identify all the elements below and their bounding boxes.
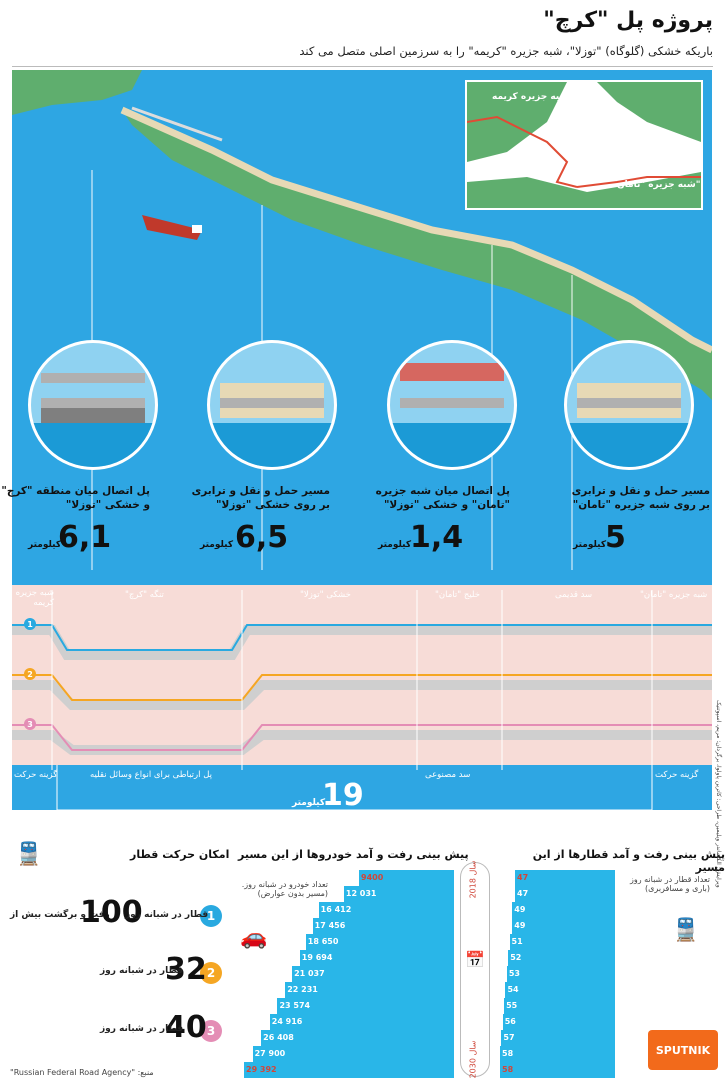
trains-title: امکان حرکت قطار (130, 848, 230, 861)
source-note: منبع: "Russian Federal Road Agency" (10, 1068, 154, 1077)
sputnik-logo: SPUTNIK (648, 1030, 718, 1070)
forecast-bar (505, 982, 615, 998)
year-start: سال 2018 (468, 860, 478, 899)
forecast-bar (512, 902, 615, 918)
forecast-bar (515, 886, 615, 902)
forecast-value: 55 (506, 1001, 518, 1010)
train-icon: 🚆 (15, 842, 43, 867)
forecast-bar (313, 918, 454, 934)
cars-forecast-chart (234, 870, 454, 1080)
train-option-1-prefix: رفت و برگشت بیش از (10, 910, 110, 920)
forecast-bar (270, 1014, 454, 1030)
forecast-value: 56 (504, 1017, 516, 1026)
forecast-bar (244, 1062, 454, 1078)
inset-label-crimea: شبه جزیره کریمه (492, 92, 569, 102)
forecast-value: 24 916 (271, 1017, 303, 1026)
section-unit-4: کیلومتر (28, 540, 62, 550)
section-value-1: 5 (605, 520, 626, 555)
forecast-bar (500, 1062, 615, 1078)
header-divider (12, 66, 713, 67)
year-end: سال 2030 (468, 1040, 478, 1079)
calendar-icon: 📅 (465, 950, 485, 969)
forecast-bar (508, 950, 615, 966)
train-option-2-value: 32 (165, 952, 207, 987)
bridge-circle-4 (564, 340, 694, 470)
trains-forecast-note: تعداد قطار در شبانه روز (باری و مسافربری) (629, 875, 710, 893)
car-icon: 🚗 (240, 925, 268, 950)
total-unit: کیلومتر (292, 798, 326, 808)
trains-forecast-chart (500, 870, 615, 1080)
bridge-circle-2 (207, 340, 337, 470)
forecast-value: 26 408 (263, 1033, 294, 1042)
forecast-value: 53 (508, 969, 520, 978)
train-option-1-value: 100 (80, 895, 143, 930)
forecast-bar (500, 1046, 615, 1062)
route-label-crimea: شبه جزیره کریمه (15, 588, 54, 608)
route-label-artificial-dam: سد مصنوعی (425, 770, 471, 780)
section-value-2: 1,4 (410, 520, 464, 555)
forecast-value: 29 392 (246, 1065, 277, 1074)
forecast-bar (319, 902, 454, 918)
route-marker-1: 1 (24, 618, 36, 630)
page-title: پروژه پل "کرچ" (543, 8, 713, 33)
forecast-value: 12 031 (345, 889, 377, 898)
forecast-bar (501, 1030, 615, 1046)
forecast-bar (507, 966, 615, 982)
forecast-value: 27 900 (254, 1049, 286, 1058)
train-option-1-suffix: قطار در شبانه روز (125, 910, 209, 920)
credits: ویرایش: الکساندر ویلیمین، طراحی: کاترین پاولوا، برگردان: مریم، اسپوتنیک (715, 700, 722, 888)
forecast-value: 49 (514, 905, 526, 914)
route-label-tuzla: خشکی "توزلا" (300, 590, 351, 600)
forecast-value: 49 (514, 921, 526, 930)
forecast-bar (515, 870, 615, 886)
forecast-value: 9400 (361, 873, 384, 882)
forecast-value: 18 650 (307, 937, 339, 946)
trains-forecast-title: پیش بینی رفت و آمد قطارها از این مسیر (532, 848, 725, 874)
forecast-bar (344, 886, 454, 902)
total-label: طول پروژه اتصال (290, 815, 354, 825)
route-marker-2: 2 (24, 668, 36, 680)
train-option-3-suffix: قطار در شبانه روز (100, 1024, 184, 1034)
section-desc-2: پل اتصال میان شبه جزیره "تامان" و خشکی "توزلا" (375, 485, 510, 511)
forecast-bar (277, 998, 454, 1014)
train-forecast-icon: 🚆 (672, 918, 700, 943)
forecast-value: 19 694 (301, 953, 333, 962)
page-subtitle: باریکه خشکی (گلوگاه) "توزلا"، شبه جزیره "کریمه" را به سرزمین اصلی متصل می کند (299, 44, 713, 58)
forecast-value: 47 (517, 873, 529, 882)
forecast-value: 57 (503, 1033, 515, 1042)
section-desc-3: مسیر حمل و نقل و ترابری بر روی خشکی "توزلا" (191, 485, 330, 511)
forecast-bar (512, 918, 615, 934)
forecast-bar (261, 1030, 454, 1046)
forecast-bar (510, 934, 615, 950)
forecast-bar (285, 982, 454, 998)
route-label-option-right: گزینه حرکت (655, 770, 699, 780)
forecast-value: 21 037 (294, 969, 325, 978)
section-desc-1: مسیر حمل و نقل و ترابری بر روی شبه جزیره "تامان" (571, 485, 710, 511)
forecast-value: 51 (511, 937, 523, 946)
forecast-bar (504, 998, 615, 1014)
train-option-3-value: 40 (165, 1010, 207, 1045)
bridge-circle-1 (28, 340, 158, 470)
cars-forecast-title: پیش بینی رفت و آمد خودروها از این مسیر (238, 848, 469, 861)
forecast-bar (253, 1046, 454, 1062)
route-marker-3: 3 (24, 718, 36, 730)
forecast-value: 16 412 (320, 905, 352, 914)
inset-label-taman: شبه جزیره "تامان" (617, 180, 701, 190)
route-label-old-dam: سد قدیمی (555, 590, 593, 600)
section-unit-1: کیلومتر (573, 540, 607, 550)
train-option-1-badge: 1 (200, 905, 222, 927)
section-value-4: 6,1 (58, 520, 112, 555)
forecast-bar (306, 934, 454, 950)
forecast-value: 58 (502, 1049, 514, 1058)
route-label-vehicle-bridge: پل ارتباطی برای انواع وسائل نقلیه (90, 770, 212, 780)
forecast-value: 58 (502, 1065, 514, 1074)
route-label-option-left: گزینه حرکت (14, 770, 58, 780)
ship-icon (142, 215, 202, 240)
total-value: 19 (322, 778, 364, 813)
forecast-value: 23 574 (279, 1001, 311, 1010)
inset-map (465, 80, 703, 210)
forecast-bar (359, 870, 454, 886)
forecast-value: 54 (507, 985, 519, 994)
forecast-value: 22 231 (287, 985, 318, 994)
train-option-2-suffix: قطار در شبانه روز (100, 966, 184, 976)
train-option-2-badge: 2 (200, 962, 222, 984)
section-desc-4: پل اتصال میان منطقه "کرچ" و خشکی "توزلا" (1, 485, 150, 511)
route-label-kerch-strait: تنگه "کرچ" (125, 590, 164, 600)
forecast-bar (503, 1014, 615, 1030)
bridge-circle-3 (387, 340, 517, 470)
forecast-value: 47 (517, 889, 529, 898)
train-option-3-badge: 3 (200, 1020, 222, 1042)
forecast-value: 52 (510, 953, 522, 962)
forecast-bar (292, 966, 454, 982)
route-label-taman: شبه جزیره "تامان" (640, 590, 708, 600)
forecast-value: 17 456 (314, 921, 346, 930)
section-unit-2: کیلومتر (378, 540, 412, 550)
route-label-taman-bay: خلیج "تامان" (435, 590, 480, 600)
section-value-3: 6,5 (235, 520, 289, 555)
forecast-bar (300, 950, 454, 966)
section-unit-3: کیلومتر (200, 540, 234, 550)
cars-forecast-note: تعداد خودرو در شبانه روز. (مسیر بدون عوارض) (241, 880, 328, 898)
